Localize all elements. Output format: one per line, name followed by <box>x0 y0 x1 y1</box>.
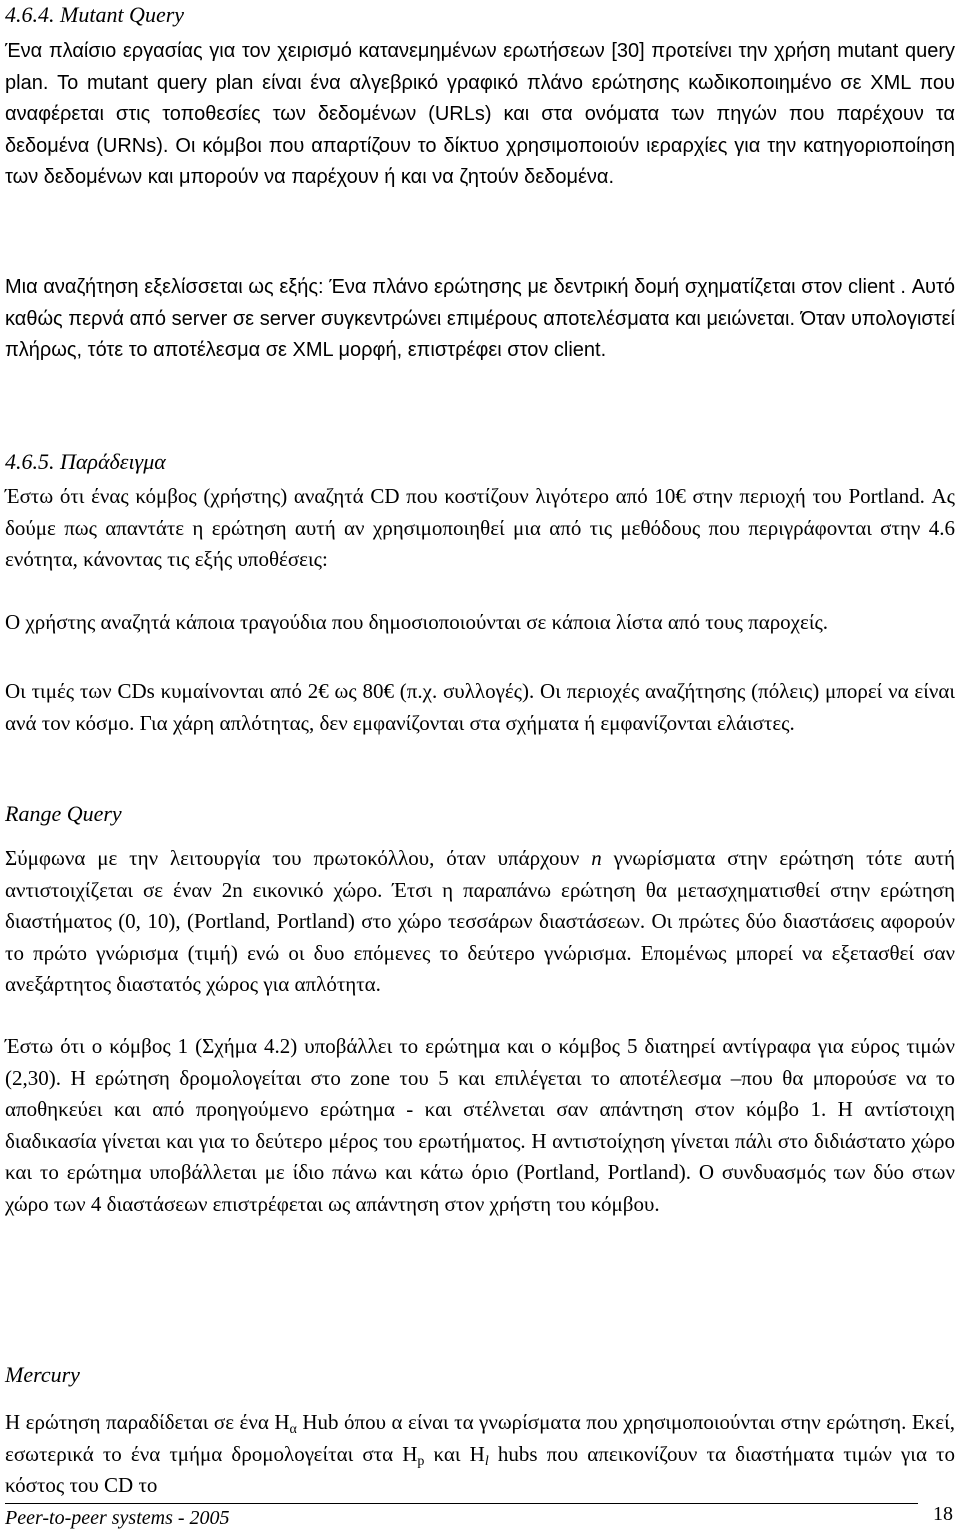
paragraph-mercury: Η ερώτηση παραδίδεται σε ένα $H_\alpha$ Hub όπου α είναι τα γνωρίσματα που χρησιμοποιούνται στην ερώτηση. Εκεί, εσωτερικά το ένα τμήμα δρομολογείται στα $H_p$ και $H_l$ hubs που απεικονίζουν τα διαστήματα τιμών για το κόστος του CD το <box>5 1410 955 1498</box>
section-heading-example: 4.6.5. Παράδειγμα <box>5 449 166 474</box>
paragraph-mutant-search: Μια αναζήτηση εξελίσσεται ως εξής: Ένα πλάνο ερώτησης με δεντρική δομή σχηματίζεται στον client . Αυτό καθώς περνά από server σε server συγκεντρώνει επιμέρους αποτελέσματα και μειώνεται. Όταν υπολογιστεί πλήρως, τότε το αποτέλεσμα σε XML μορφή, επιστρέφει στον client. <box>5 276 955 362</box>
section-heading-mercury: Mercury <box>5 1362 80 1387</box>
footer-divider <box>5 1503 918 1504</box>
section-heading-range-query: Range Query <box>5 801 122 826</box>
paragraph-mutant-intro: Ένα πλαίσιο εργασίας για τον χειρισμό κατανεμημένων ερωτήσεων [30] προτείνει την χρήση mutant query plan. Το mutant query plan είναι ένα αλγεβρικό γραφικό πλάνο ερώτησης κωδικοποιημένο σε XML που αναφέρεται στις τοποθεσίες των δεδομένων (URLs) και στα ονόματα των πηγών που παρέχουν τα δεδομένα (URNs). Οι κόμβοι που απαρτίζουν το δίκτυο χρησιμοποιούν ιεραρχίες για την κατηγοριοποίηση των δεδομένων και μπορούν να παρέχουν ή και να ζητούν δεδομένα. <box>5 40 955 189</box>
footer-title: Peer-to-peer systems - 2005 <box>5 1507 230 1529</box>
paragraph-example-intro: Έστω ότι ένας κόμβος (χρήστης) αναζητά CD που κοστίζουν λιγότερο από 10€ στην περιοχή του Portland. Ας δούμε πως απαντάτε η ερώτηση αυτή αν χρησιμοποιηθεί μια από τις μεθόδους που περιγράφονται στην 4.6 ενότητα, κάνοντας τις εξής υποθέσεις: <box>5 484 955 572</box>
paragraph-example-assumption-1: Ο χρήστης αναζητά κάποια τραγούδια που δημοσιοποιούνται σε κάποια λίστα από τους παροχείς. <box>5 610 829 634</box>
page-number: 18 <box>933 1503 953 1525</box>
paragraph-range-intro: Σύμφωνα με την λειτουργία του πρωτοκόλλου, όταν υπάρχουν n γνωρίσματα στην ερώτηση τότε αυτή αντιστοιχίζεται σε έναν 2n εικονικό χώρο. Έτσι η παραπάνω ερώτηση θα μετασχηματισθεί στην ερώτηση διαστήματος (0, 10), (Portland, Portland) στο χώρο τεσσάρων διαστάσεων. Οι πρώτες δύο διαστάσεις αφορούν το πρώτο γνώρισμα (τιμή) ενώ οι δυο επόμενες το δεύτερο γνώρισμα. Επομένως μπορεί να εξετασθεί σαν ανεξάρτητος διαστατός χώρος για απλότητα. <box>5 846 955 997</box>
variable-n: n <box>591 846 602 870</box>
paragraph-example-assumption-2: Οι τιμές των CDs κυμαίνονται από 2€ ως 80€ (π.χ. συλλογές). Οι περιοχές αναζήτησης (πόλεις) μπορεί να είναι ανά τον κόσμο. Για χάρη απλότητας, δεν εμφανίζονται στα σχήματα ή εμφανίζονται ελάιστες. <box>5 679 955 735</box>
paragraph-range-example: Έστω ότι ο κόμβος 1 (Σχήμα 4.2) υποβάλλει το ερώτημα και ο κόμβος 5 διατηρεί αντίγραφα για εύρος τιμών (2,30). Η ερώτηση δρομολογείται στο zone του 5 και επιλέγεται το αποτέλεσμα –που θα μπορούσε να το αποθηκεύει και από προηγούμενο ερώτημα - και στέλνεται σαν απάντηση στον κόμβο 1. Η αντίστοιχη διαδικασία γίνεται και για το δεύτερο μέρος του ερωτήματος. Η αντιστοίχηση γίνεται πάλι στο διδιάστατο χώρο και το ερώτημα υποβάλλεται με ίδιο πάνω και κάτω όριο (Portland, Portland). Ο συνδυασμός των δύο στων χώρο των 4 διαστάσεων επιστρέφεται ως απάντηση στον χρήστη του κόμβου. <box>5 1034 955 1216</box>
section-heading-mutant-query: 4.6.4. Mutant Query <box>5 2 185 27</box>
